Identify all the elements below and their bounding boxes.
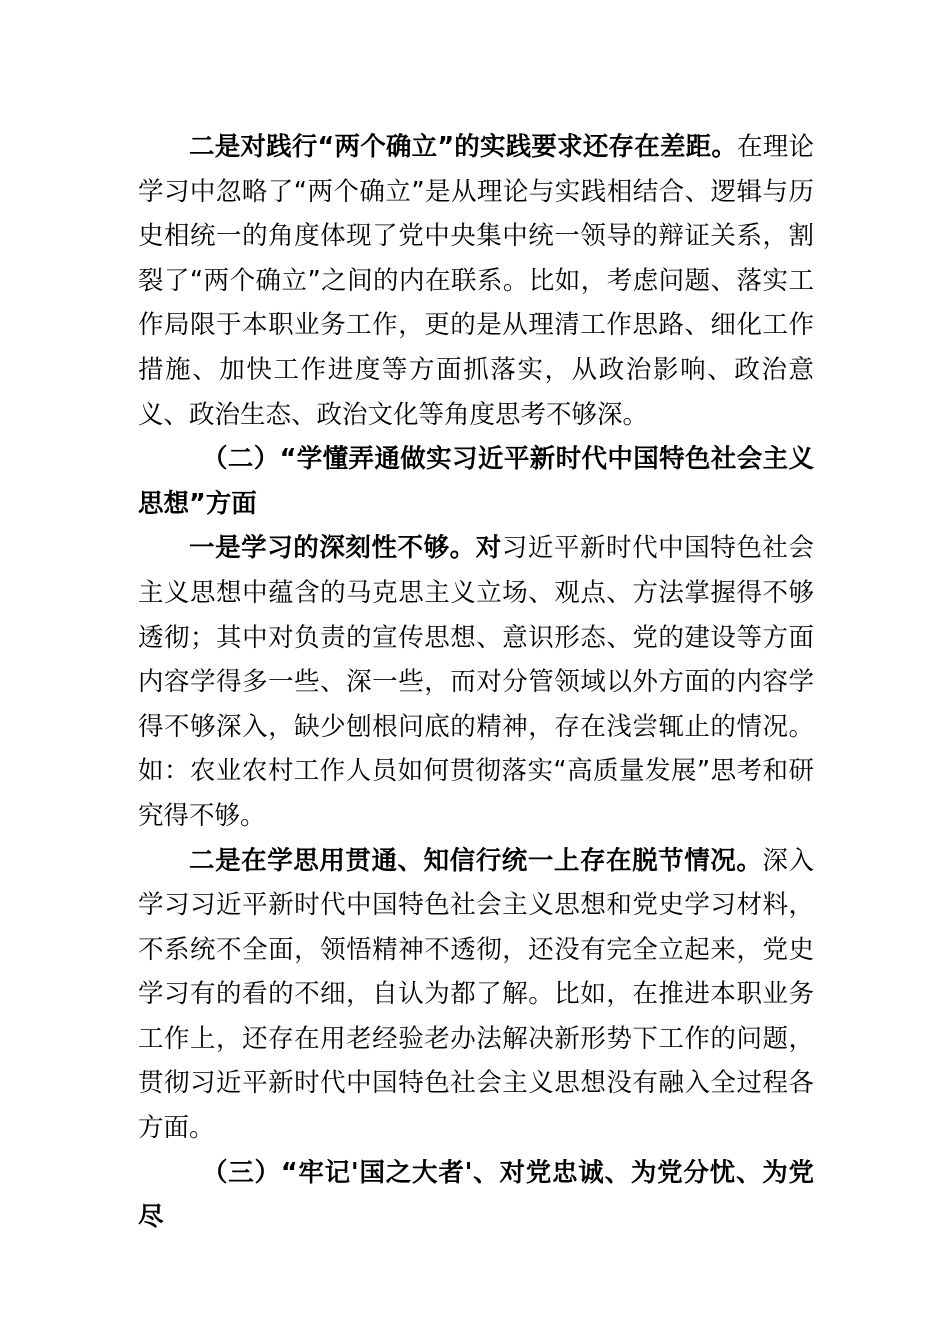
- section-heading-three: （三）“牢记'国之大者'、对党忠诚、为党分忧、为党尽: [138, 1157, 814, 1233]
- section-heading-two: （二）“学懂弄通做实习近平新时代中国特色社会主义思想”方面: [138, 444, 814, 519]
- paragraph-text: 深入学习习近平新时代中国特色社会主义思想和党史学习材料，不系统不全面，领悟精神不透彻，还没有完全立起来，党史学习有的看的不细，自认为都了解。比如，在推进本职业务工作上，还存在用老经验老办法解决新形势下工作的问题，贯彻习近平新时代中国特色社会主义思想没有融入全过程各方面。: [138, 845, 814, 1144]
- paragraph-study-depth: [138, 526, 814, 838]
- document-body: [138, 125, 814, 1240]
- paragraph-lead: 一是学习的深刻性不够。对: [189, 533, 502, 564]
- paragraph-gap-two-establishments: [138, 125, 814, 437]
- paragraph-text: 在理论学习中忽略了“两个确立”是从理论与实践相结合、逻辑与历史相统一的角度体现了党中央集中统一领导的辩证关系，割裂了“两个确立”之间的内在联系。比如，考虑问题、落实工作局限于本职业务工作，更的是从理清工作思路、细化工作措施、加快工作进度等方面抓落实，从政治影响、政治意义、政治生态、政治文化等角度思考不够深。: [138, 132, 814, 430]
- paragraph-lead: 二是在学思用贯通、知信行统一上存在脱节情况。: [189, 845, 763, 876]
- paragraph-learning-disconnect: [138, 839, 814, 1151]
- paragraph-text: 习近平新时代中国特色社会主义思想中蕴含的马克思主义立场、观点、方法掌握得不够透彻；其中对负责的宣传思想、意识形态、党的建设等方面内容学得多一些、深一些，而对分管领域以外方面的内容学得不够深入，缺少刨根问底的精神，存在浅尝辄止的情况。如：农业农村工作人员如何贯彻落实“高质量发展”思考和研究得不够。: [138, 533, 814, 831]
- paragraph-lead: 二是对践行“两个确立”的实践要求还存在差距。: [189, 132, 738, 162]
